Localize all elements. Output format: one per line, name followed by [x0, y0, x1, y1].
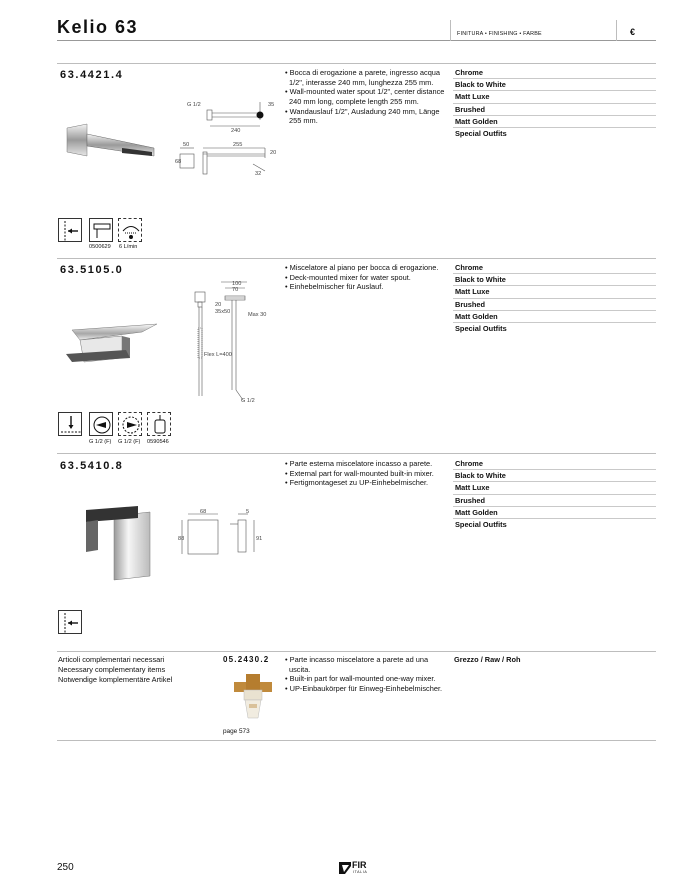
description-en: • Wall-mounted water spout 1/2", center distance 240 mm long, complete length 255 mm. [285, 87, 453, 106]
finish-chrome[interactable]: Chrome [453, 67, 656, 79]
dim-label: 70 [232, 287, 239, 293]
description-de: • UP-Einbaukörper für Einweg-Einhebelmischer. [285, 684, 451, 694]
product-code: 63.5410.8 [60, 460, 124, 472]
finish-matt-luxe[interactable]: Matt Luxe [453, 91, 656, 103]
icon-caption: G 1/2 (F) [118, 439, 141, 445]
header-divider [616, 20, 617, 41]
wall-mixer-photo [78, 500, 153, 580]
section-rule [57, 453, 656, 454]
product-description [285, 459, 453, 488]
finish-matt-luxe[interactable]: Matt Luxe [453, 482, 656, 494]
finish-brushed[interactable]: Brushed [453, 299, 656, 311]
wall-mixer-technical-drawing [178, 510, 268, 560]
header-divider [450, 20, 451, 41]
description-de: • Fertigmontageset zu UP-Einhebelmischer. [285, 478, 453, 488]
icon-caption: 0500629 [89, 244, 111, 250]
finish-list [453, 262, 656, 335]
finish-matt-luxe[interactable]: Matt Luxe [453, 286, 656, 298]
wall-spout-photo [62, 120, 157, 165]
dim-label: 240 [231, 128, 241, 134]
product-code: 63.4421.4 [60, 69, 124, 81]
dim-label: Max 30 [248, 312, 267, 318]
dim-label: 68 [200, 509, 207, 515]
inlet-connection-icon [89, 412, 113, 436]
wall-mount-icon [58, 610, 82, 634]
complementary-label-it: Articoli complementari necessari [58, 655, 165, 664]
complementary-code: 05.2430.2 [223, 655, 270, 664]
finish-brushed[interactable]: Brushed [453, 104, 656, 116]
complementary-description [285, 655, 451, 694]
complementary-finish: Grezzo / Raw / Roh [454, 655, 521, 664]
dim-label: 255 [233, 142, 243, 148]
dim-label: 50 [183, 142, 190, 148]
product-code: 63.5105.0 [60, 264, 124, 276]
complementary-label [58, 655, 172, 685]
description-de: • Wandauslauf 1/2", Ausladung 240 mm, Länge 255 mm. [285, 107, 453, 126]
description-en: • Deck-mounted mixer for water spout. [285, 273, 453, 283]
logo-text: FIR [352, 860, 367, 870]
finish-special-outfits[interactable]: Special Outfits [455, 323, 507, 333]
finish-black-to-white[interactable]: Black to White [453, 274, 656, 286]
description-it: • Miscelatore al piano per bocca di erogazione. [285, 263, 453, 273]
page-number: 250 [57, 862, 74, 873]
complementary-label-de: Notwendige komplementäre Artikel [58, 674, 173, 684]
logo-subtext: ITALIA [353, 870, 368, 874]
dim-label: Flex L=400 [204, 352, 232, 358]
deck-mount-icon [58, 412, 82, 436]
finish-chrome[interactable]: Chrome [453, 262, 656, 274]
dim-label: 91 [256, 536, 263, 542]
spout-technical-drawing [175, 96, 280, 181]
icon-caption: G 1/2 (F) [89, 439, 112, 445]
dim-label: 20 [270, 150, 277, 156]
dim-label: 35 [268, 102, 275, 108]
deck-mixer-photo [62, 318, 162, 366]
finish-list [453, 67, 656, 140]
finish-matt-golden[interactable]: Matt Golden [453, 116, 656, 128]
finish-matt-golden[interactable]: Matt Golden [453, 311, 656, 323]
finish-brushed[interactable]: Brushed [453, 495, 656, 507]
aerator-icon [89, 218, 113, 242]
finish-chrome[interactable]: Chrome [453, 458, 656, 470]
page-reference-link[interactable]: page 573 [223, 728, 250, 735]
wall-mount-icon [58, 218, 82, 242]
finish-list [453, 458, 656, 531]
section-rule [57, 258, 656, 259]
dim-label: 88 [178, 536, 185, 542]
product-description [285, 263, 453, 292]
brand-logo [339, 860, 373, 876]
description-en: • Built-in part for wall-mounted one-way mixer. [285, 674, 451, 684]
dim-label: 100 [232, 281, 242, 287]
description-it: • Parte incasso miscelatore a parete ad una uscita. [285, 655, 451, 674]
description-en: • External part for wall-mounted built-in mixer. [285, 469, 453, 479]
dim-label: 5 [246, 509, 250, 515]
product-description [285, 68, 453, 126]
description-it: • Bocca di erogazione a parete, ingresso acqua 1/2", interasse 240 mm, lunghezza 255 mm. [285, 68, 453, 87]
section-rule [57, 740, 656, 741]
complementary-label-en: Necessary complementary items [58, 664, 166, 674]
finish-special-outfits[interactable]: Special Outfits [455, 519, 507, 529]
cartridge-icon [147, 412, 171, 436]
description-it: • Parte esterna miscelatore incasso a parete. [285, 459, 453, 469]
dim-label: G 1/2 [187, 102, 201, 108]
section-rule [57, 63, 656, 64]
finish-black-to-white[interactable]: Black to White [453, 470, 656, 482]
page-title: Kelio 63 [57, 17, 139, 37]
section-rule [57, 651, 656, 652]
dim-label: 20 [215, 302, 222, 308]
deck-mixer-technical-drawing [185, 278, 275, 403]
dim-label: 35x50 [215, 309, 231, 315]
description-de: • Einhebelmischer für Auslauf. [285, 282, 453, 292]
outlet-connection-icon [118, 412, 142, 436]
dim-label: 32 [255, 171, 262, 177]
icon-caption: 6 L/min [119, 244, 138, 250]
finish-black-to-white[interactable]: Black to White [453, 79, 656, 91]
currency-header: € [630, 27, 636, 37]
header-rule [57, 40, 656, 41]
built-in-body-photo [228, 668, 278, 720]
finish-matt-golden[interactable]: Matt Golden [453, 507, 656, 519]
icon-caption: 0590546 [147, 439, 169, 445]
dim-label: G 1/2 [241, 398, 255, 404]
finishing-header: FINITURA • FINISHING • FARBE [457, 31, 542, 37]
flow-rate-icon [118, 218, 142, 242]
finish-special-outfits[interactable]: Special Outfits [455, 128, 507, 138]
dim-label: 68 [175, 159, 182, 165]
